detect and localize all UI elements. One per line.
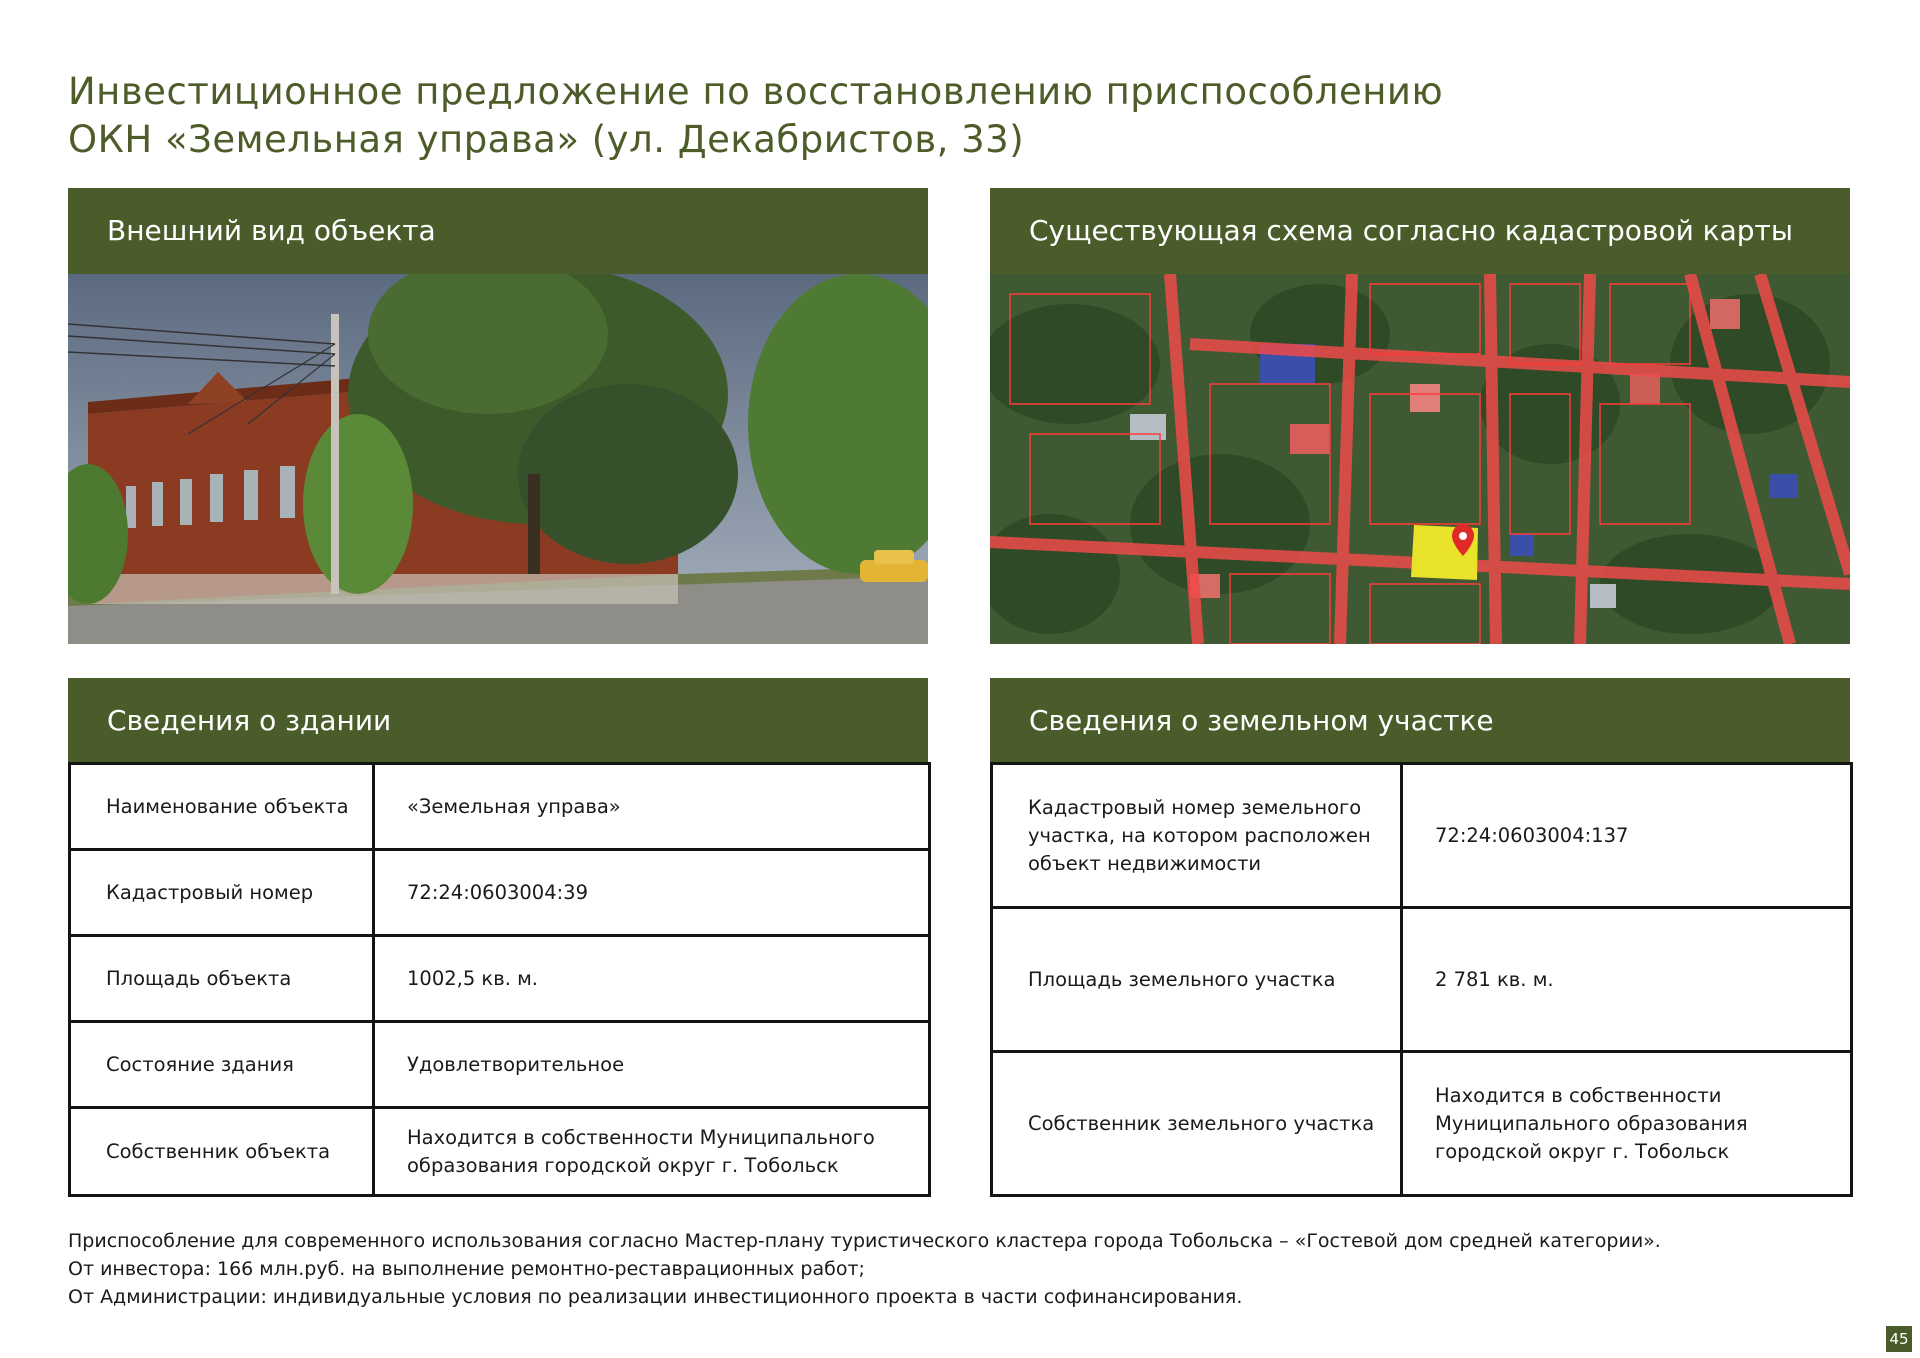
table-row <box>70 850 930 936</box>
row-label: Собственник объекта <box>70 1108 374 1196</box>
cadastral-map <box>990 274 1850 644</box>
page-title-line-2: ОКН «Земельная управа» (ул. Декабристов, 33) <box>68 118 1025 161</box>
row-value: 72:24:0603004:39 <box>374 850 930 936</box>
row-value: «Земельная управа» <box>374 764 930 850</box>
row-value: Находится в собственности Муниципального образования городской округ г. Тобольск <box>1402 1052 1852 1196</box>
row-value: 72:24:0603004:137 <box>1402 764 1852 908</box>
row-label: Состояние здания <box>70 1022 374 1108</box>
exterior-panel-header: Внешний вид объекта <box>68 188 928 274</box>
building-info-table <box>68 762 931 1197</box>
table-row <box>70 1108 930 1196</box>
row-label: Кадастровый номер <box>70 850 374 936</box>
table-row <box>992 908 1852 1052</box>
table-row <box>70 1022 930 1108</box>
row-label: Площадь земельного участка <box>992 908 1402 1052</box>
row-label: Кадастровый номер земельного участка, на котором расположен объект недвижимости <box>992 764 1402 908</box>
row-label: Площадь объекта <box>70 936 374 1022</box>
table-row <box>70 764 930 850</box>
table-row <box>992 1052 1852 1196</box>
row-value: Находится в собственности Муниципального образования городской округ г. Тобольск <box>374 1108 930 1196</box>
note-line-3: От Администрации: индивидуальные условия по реализации инвестиционного проекта в части софинансирования. <box>68 1286 1243 1308</box>
building-info-header: Сведения о здании <box>68 678 928 764</box>
building-photo <box>68 274 928 644</box>
cadastral-panel-header: Существующая схема согласно кадастровой карты <box>990 188 1850 274</box>
row-label: Наименование объекта <box>70 764 374 850</box>
land-info-table <box>990 762 1853 1197</box>
row-value: Удовлетворительное <box>374 1022 930 1108</box>
row-value: 2 781 кв. м. <box>1402 908 1852 1052</box>
table-row <box>70 936 930 1022</box>
note-line-1: Приспособление для современного использования согласно Мастер-плану туристического кластера города Тобольска – «Гостевой дом средней категории». <box>68 1230 1661 1252</box>
page-title-line-1: Инвестиционное предложение по восстановлению приспособлению <box>68 70 1444 113</box>
row-value: 1002,5 кв. м. <box>374 936 930 1022</box>
page-title <box>68 68 1828 164</box>
land-info-header: Сведения о земельном участке <box>990 678 1850 764</box>
page-number: 45 <box>1886 1326 1912 1352</box>
row-label: Собственник земельного участка <box>992 1052 1402 1196</box>
note-line-2: От инвестора: 166 млн.руб. на выполнение ремонтно-реставрационных работ; <box>68 1258 865 1280</box>
table-row <box>992 764 1852 908</box>
investment-notes <box>68 1227 1808 1311</box>
